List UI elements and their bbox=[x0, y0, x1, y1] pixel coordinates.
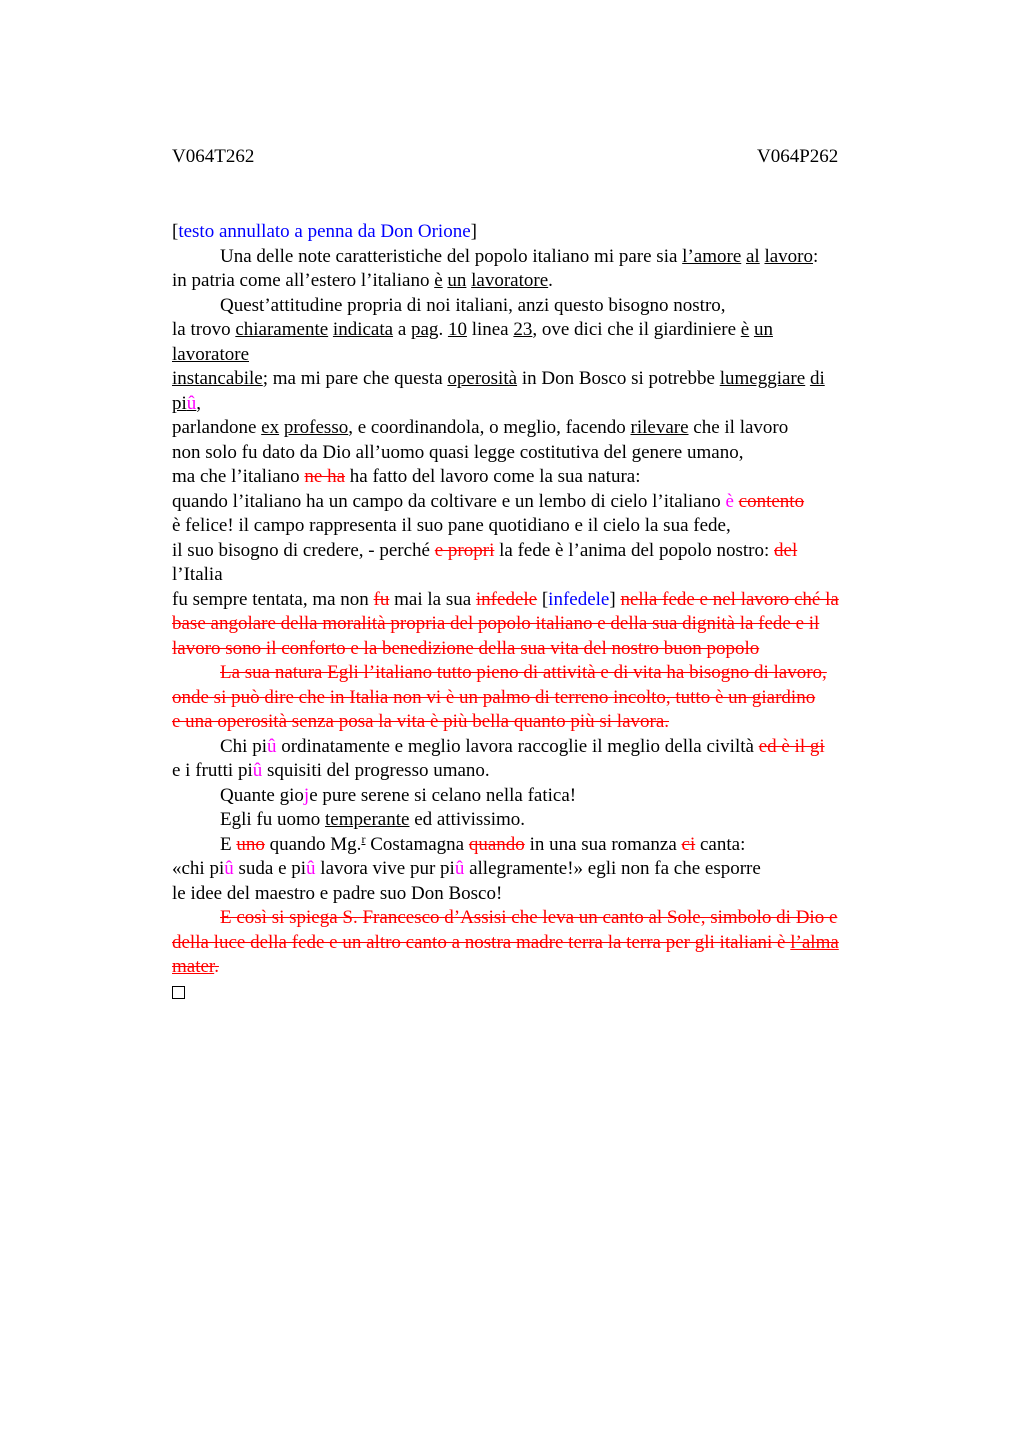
text-line: è felice! il campo rappresenta il suo pane quotidiano e il cielo la sua fede, bbox=[172, 515, 731, 536]
deleted-line: La sua natura Egli l’italiano tutto pieno di attività e di vita ha bisogno di lavoro, bbox=[220, 662, 827, 683]
text-line: «chi piû suda e piû lavora vive pur piû allegramente!» egli non fa che esporre bbox=[172, 858, 761, 879]
deleted-line: mater. bbox=[172, 956, 219, 977]
text-line: il suo bisogno di credere, - perché e propri la fede è l’anima del popolo nostro: del bbox=[172, 539, 798, 561]
editor-note: [testo annullato a penna da Don Orione] bbox=[172, 221, 477, 242]
text-line: E uno quando Mg.$^r$ Costamagna quando in una sua romanza ci canta: bbox=[220, 831, 746, 855]
text-line: instancabile; ma mi pare che questa operosità in Don Bosco si potrebbe lumeggiare di bbox=[172, 368, 825, 389]
deleted-line: e una operosità senza posa la vita è più bella quanto più si lavora. bbox=[172, 711, 670, 732]
deleted-line: onde si può dire che in Italia non vi è un palmo di terreno incolto, tutto è un giardino bbox=[172, 686, 816, 708]
text-line: la trovo chiaramente indicata a pag. 10 linea 23, ove dici che il giardiniere è un bbox=[172, 319, 773, 340]
text-line: Egli fu uomo temperante ed attivissimo. bbox=[220, 809, 526, 830]
header-right-code: V064P262 bbox=[757, 146, 839, 167]
transcription-body bbox=[172, 220, 912, 1006]
end-square-icon bbox=[172, 986, 185, 999]
header-left-code: V064T262 bbox=[172, 146, 255, 167]
text-line: in patria come all’estero l’italiano è un lavoratore. bbox=[172, 270, 553, 291]
text-line: e i frutti piû squisiti del progresso umano. bbox=[172, 760, 490, 781]
text-line: Quest’attitudine propria di noi italiani, anzi questo bisogno nostro, bbox=[220, 294, 726, 316]
editor-note-text: testo annullato a penna da Don Orione bbox=[178, 221, 471, 242]
text-line: fu sempre tentata, ma non fu mai la sua infedele [infedele] nella fede e nel lavoro ché la bbox=[172, 588, 839, 610]
text-line: ma che l’italiano ne ha ha fatto del lavoro come la sua natura: bbox=[172, 466, 641, 487]
text-line: Quante gioje pure serene si celano nella fatica! bbox=[220, 784, 577, 806]
text-line: Una delle note caratteristiche del popolo italiano mi pare sia l’amore al lavoro: bbox=[220, 245, 819, 267]
text-line: Chi piû ordinatamente e meglio lavora raccoglie il meglio della civiltà ed è il gi bbox=[220, 735, 825, 757]
text-line: parlandone ex professo, e coordinandola, o meglio, facendo rilevare che il lavoro bbox=[172, 417, 789, 438]
deleted-line: della luce della fede e un altro canto a nostra madre terra la terra per gli italiani è l’alma bbox=[172, 931, 839, 953]
text-line: le idee del maestro e padre suo Don Bosco! bbox=[172, 882, 503, 904]
text-line: lavoratore bbox=[172, 343, 250, 365]
deleted-line: lavoro sono il conforto e la benedizione della sua vita del nostro buon popolo bbox=[172, 637, 760, 659]
text-line: l’Italia bbox=[172, 564, 223, 585]
end-mark-row bbox=[172, 980, 912, 1007]
deleted-line: base angolare della moralità propria del popolo italiano e della sua dignità la fede e il bbox=[172, 613, 820, 634]
text-line: quando l’italiano ha un campo da coltivare e un lembo di cielo l’italiano è contento bbox=[172, 490, 805, 512]
text-line: piû, bbox=[172, 392, 202, 414]
deleted-line: E così si spiega S. Francesco d’Assisi che leva un canto al Sole, simbolo di Dio e bbox=[220, 907, 838, 928]
text-line: non solo fu dato da Dio all’uomo quasi legge costitutiva del genere umano, bbox=[172, 441, 744, 463]
